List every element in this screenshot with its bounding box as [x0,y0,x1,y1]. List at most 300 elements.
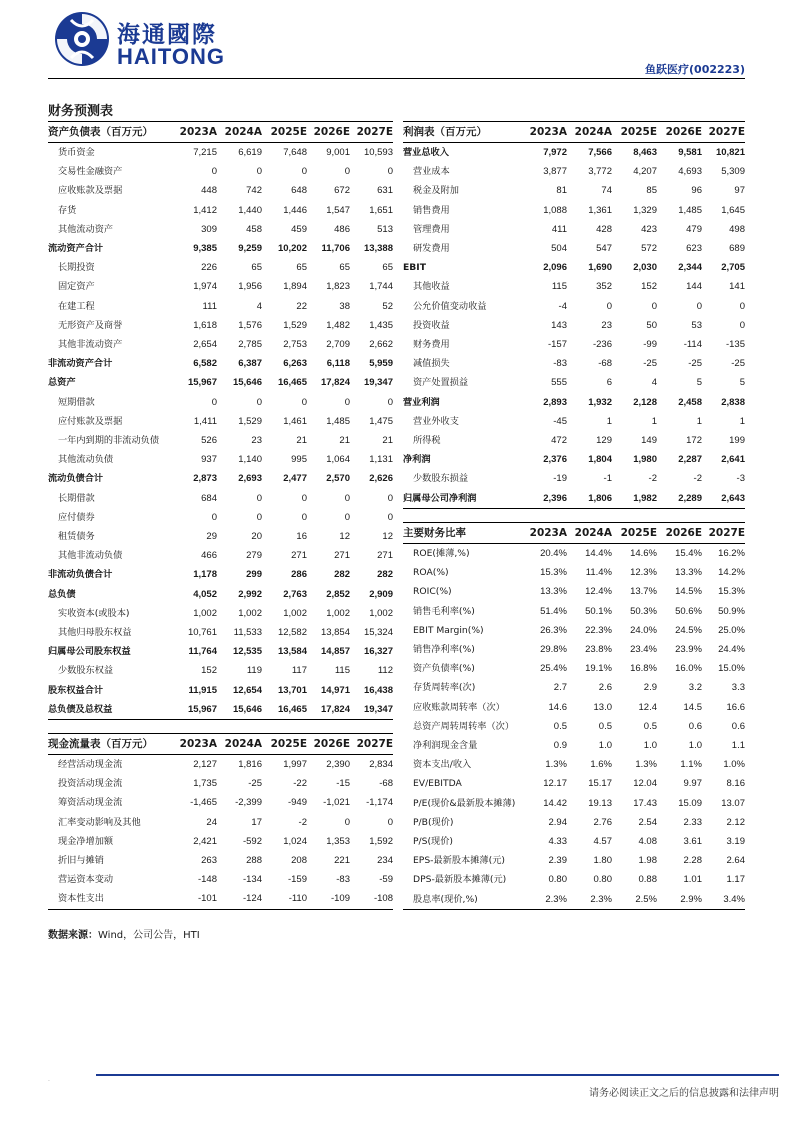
cell-value: 10,593 [363,147,393,158]
cell-value: 96 [691,185,702,197]
cell-value: 12,654 [232,684,262,696]
row-label: 销售费用 [413,204,450,216]
cell-value: 0 [301,511,307,523]
row-label: ROE(摊薄,%) [413,548,470,559]
cell-value: 14.6 [548,701,567,713]
cell-value: 3,772 [588,166,612,178]
cell-value: 0.6 [688,720,702,732]
cell-value: 2,705 [721,262,745,274]
cell-value: 1,002 [326,607,350,619]
cell-value: 2,654 [193,339,217,351]
cell-value: 4 [651,377,657,389]
row-label: 少数股东损益 [413,473,469,485]
cell-value: 17,824 [320,703,350,715]
cell-value: 9,385 [193,243,217,255]
table-row [403,890,745,910]
cell-value: 111 [202,300,217,312]
row-label: P/B(现价) [413,816,454,828]
cell-value: 16.2% [718,548,745,559]
cell-value: 141 [729,281,745,293]
row-label: 股息率(现价,%) [413,893,478,905]
balance-sheet-table [48,121,393,720]
cell-value: 13.3% [675,567,702,579]
cell-value: 0 [211,511,217,523]
cell-value: 1,024 [283,835,307,847]
row-label: 其他流动负债 [58,454,114,466]
row-label: 总资产 [48,377,76,389]
cell-value: 16.0% [675,663,702,675]
table-row [48,220,393,239]
cell-value: 0 [301,492,307,504]
year-header: 2026E [313,738,350,750]
table-row [403,143,745,163]
haitong-logo-icon [53,10,111,68]
cell-value: 24.4% [718,644,745,656]
cell-value: 15.3% [718,586,745,598]
row-label: 非流动资产合计 [48,358,113,370]
cell-value: 81 [556,185,567,197]
cell-value: 4,052 [193,588,217,600]
cell-value: -1,465 [190,797,217,809]
cell-value: 10,202 [277,243,307,255]
cell-value: 1,353 [326,835,350,847]
table-row [48,143,393,163]
year-header: 2025E [270,738,307,750]
cell-value: 12.4% [585,586,612,598]
cell-value: 4 [256,300,262,312]
cell-value: 631 [377,185,393,197]
cell-value: 1.80 [593,855,612,867]
cell-value: 742 [246,185,262,197]
cell-value: 271 [334,550,350,562]
row-label: 应付债券 [58,511,95,523]
cell-value: 25.0% [718,624,745,636]
cell-value: 1,804 [588,454,612,466]
cell-value: 1,140 [238,454,262,466]
cell-value: 24.0% [630,624,657,636]
table-row [403,813,745,832]
cell-value: 2,127 [193,759,217,770]
table-row [48,681,393,700]
table-row [48,604,393,623]
row-label: 折旧与摊销 [58,855,104,867]
cell-value: 1.0% [723,759,745,771]
year-header: 2023A [179,126,217,138]
table-header-row [403,122,745,143]
row-label: 无形资产及商誉 [58,319,123,331]
year-header: 2027E [708,527,745,539]
table-body [403,544,745,910]
cell-value: 648 [291,185,307,197]
cell-value: 152 [201,665,217,677]
footer-disclaimer: 请务必阅读正文之后的信息披露和法律声明 [589,1088,779,1099]
cell-value: -110 [288,893,307,905]
cell-value: -114 [683,339,702,351]
cell-value: -592 [242,835,262,847]
cell-value: 1,088 [543,204,567,216]
cell-value: 526 [201,435,217,447]
row-label: 总资产周转周转率（次） [413,720,515,732]
cell-value: -108 [373,893,393,905]
cell-value: -19 [553,473,567,485]
cell-value: 2.7 [553,682,567,694]
cell-value: 1,329 [633,204,657,216]
cell-value: 2,992 [238,588,262,600]
cell-value: 1,982 [633,492,657,504]
cell-value: 2,421 [193,835,217,847]
cell-value: 21 [296,435,307,447]
cell-value: 65 [382,262,393,274]
cell-value: 1,618 [193,319,217,331]
year-header: 2026E [665,126,702,138]
cell-value: 19,347 [363,703,393,715]
table-row [48,450,393,469]
cell-value: 2.3% [545,893,567,905]
cell-value: 458 [246,223,262,235]
table-row [403,602,745,621]
cell-value: 1,064 [326,454,350,466]
row-label: 流动负债合计 [48,473,104,485]
year-header: 2025E [620,126,657,138]
cell-value: 271 [377,550,393,562]
table-row [403,201,745,220]
table-row [48,181,393,200]
cell-value: -4 [558,300,567,312]
cell-value: 2,030 [633,262,657,274]
cell-value: 1,744 [369,281,393,293]
table-row [48,335,393,354]
cell-value: 572 [641,243,657,255]
cell-value: 25.4% [540,663,567,675]
cell-value: 21 [339,435,350,447]
cell-value: 0 [344,816,350,828]
cell-value: 19.13 [588,797,612,809]
cell-value: 1,002 [238,607,262,619]
row-label: 净利润 [403,454,431,466]
cell-value: 1,823 [326,281,350,293]
row-label: 租赁债务 [58,531,95,543]
table-row [403,277,745,296]
row-label: 固定资产 [58,281,95,293]
cell-value: 1,974 [193,281,217,293]
cell-value: 2,838 [721,396,745,408]
cell-value: 226 [201,262,217,274]
cell-value: 14,971 [320,684,350,696]
cell-value: 1,894 [283,281,307,293]
cell-value: 428 [596,223,612,235]
year-header: 2023A [179,738,217,750]
cell-value: 2.64 [726,855,745,867]
table-row [48,508,393,527]
cell-value: 9.97 [683,778,702,790]
cell-value: 1,440 [238,204,262,216]
cell-value: 1 [651,415,657,427]
cell-value: 2,390 [326,759,350,770]
cell-value: -68 [379,778,393,790]
cell-value: -148 [197,874,217,886]
cell-value: 13.0 [593,701,612,713]
table-row [403,431,745,450]
row-label: 筹资活动现金流 [58,797,123,809]
row-label: EBIT [403,262,426,274]
cell-value: 1.3% [635,759,657,771]
cell-value: 2,893 [543,396,567,408]
table-row [403,450,745,469]
cell-value: 1,547 [326,204,350,216]
cell-value: 0 [696,300,702,312]
cell-value: 1,461 [283,415,307,427]
table-row [403,659,745,678]
cell-value: 0 [387,396,393,408]
table-row [403,373,745,392]
cell-value: 12,582 [277,627,307,639]
cell-value: 15,967 [187,703,217,715]
cell-value: -25 [248,778,262,790]
cell-value: -68 [598,358,612,370]
row-label: 少数股东权益 [58,665,114,677]
cell-value: 14.2% [718,567,745,579]
cell-value: 14.4% [585,548,612,559]
cell-value: 555 [551,377,567,389]
cell-value: -124 [242,893,262,905]
cell-value: 5 [739,377,745,389]
cell-value: 1,576 [238,319,262,331]
cell-value: 0 [211,396,217,408]
row-label: 其他流动资产 [58,223,114,235]
cell-value: 1.0 [643,740,657,752]
table-row [48,258,393,277]
table-title: 资产负债表（百万元） [48,126,153,138]
cell-value: 6,387 [238,358,262,370]
row-label: 营业外收支 [413,415,459,427]
table-row [48,870,393,889]
cell-value: 3.3 [731,682,745,694]
cell-value: 15,324 [363,627,393,639]
cell-value: 21 [382,435,393,447]
cell-value: 504 [551,243,567,255]
cell-value: 689 [729,243,745,255]
cell-value: 17.43 [633,797,657,809]
year-header: 2024A [574,527,612,539]
row-label: 一年内到期的非流动负债 [58,435,160,447]
row-label: 其他归母股东权益 [58,627,132,639]
cell-value: 29.8% [540,644,567,656]
table-row [48,546,393,565]
cell-value: 143 [551,319,567,331]
table-row [48,354,393,373]
cell-value: -109 [330,893,350,905]
table-row [48,316,393,335]
cell-value: 11,706 [321,243,350,255]
table-row [403,774,745,793]
cell-value: 23 [251,435,262,447]
cell-value: 0 [387,492,393,504]
cell-value: 16 [296,531,307,543]
cell-value: 149 [641,435,657,447]
row-label: 归属母公司股东权益 [48,646,131,658]
table-row [403,335,745,354]
cell-value: 1,592 [369,835,393,847]
cell-value: 117 [291,665,307,677]
cell-value: 2.76 [593,816,612,828]
cell-value: 20 [251,531,262,543]
cell-value: 2,287 [678,454,702,466]
year-header: 2027E [356,126,393,138]
cell-value: 1,806 [588,492,612,504]
cell-value: 4,207 [633,166,657,178]
cell-value: 8.16 [726,778,745,790]
cell-value: 15.17 [588,778,612,790]
cell-value: 1.1 [731,740,745,752]
cell-value: -83 [336,874,350,886]
cell-value: 1,529 [283,319,307,331]
cell-value: 1,178 [193,569,217,581]
cell-value: 0 [256,492,262,504]
cell-value: 0 [739,319,745,331]
row-label: 应收账款周转率（次） [413,701,505,713]
cell-value: -25 [643,358,657,370]
cell-value: 17,824 [320,377,350,389]
table-row [403,832,745,851]
row-label: 总负债及总权益 [48,703,113,715]
cell-value: 479 [686,223,702,235]
cell-value: 24 [206,816,217,828]
cell-value: 9,259 [238,243,262,255]
cell-value: 74 [601,185,612,197]
table-row [403,412,745,431]
row-label: 其他非流动负债 [58,550,123,562]
cell-value: 3,877 [543,166,567,178]
table-row [48,565,393,584]
cell-value: 50.9% [718,605,745,617]
cell-value: -157 [547,339,567,351]
cell-value: -2 [693,473,702,485]
cell-value: 3.4% [723,893,745,905]
cell-value: 1,485 [326,415,350,427]
table-title: 现金流量表（百万元） [48,738,153,750]
row-label: 资本支出/收入 [413,759,472,771]
table-row [403,162,745,181]
cell-value: 995 [291,454,307,466]
cell-value: 2,376 [543,454,567,466]
cell-value: 4,693 [678,166,702,178]
cell-value: 2,763 [283,588,307,600]
cell-value: 8,463 [633,147,657,158]
table-row [403,640,745,659]
table-row [48,489,393,508]
cell-value: 13,388 [363,243,393,255]
cell-value: 2,643 [721,492,745,504]
row-label: 长期投资 [58,262,95,274]
table-row [403,544,745,564]
cell-value: 1,002 [283,607,307,619]
cell-value: 16.8% [630,663,657,675]
table-row [403,297,745,316]
cell-value: 1,435 [369,319,393,331]
cell-value: 0 [256,166,262,178]
table-row [48,623,393,642]
year-header: 2024A [224,126,262,138]
company-ticker: 鱼跃医疗(002223) [645,63,745,76]
cell-value: -1,021 [323,797,350,809]
cell-value: 0.88 [638,874,657,886]
cell-value: 221 [334,855,350,867]
table-row [48,239,393,258]
table-row [48,412,393,431]
cell-value: 0.80 [593,874,612,886]
cell-value: 2,289 [678,492,702,504]
cell-value: 53 [691,319,702,331]
cell-value: 271 [291,550,307,562]
year-header: 2027E [356,738,393,750]
table-row [48,700,393,720]
cell-value: 9,001 [326,147,350,158]
cell-value: 1,361 [588,204,612,216]
cell-value: 2,662 [369,339,393,351]
cell-value: 51.4% [540,605,567,617]
cell-value: 2,693 [238,473,262,485]
cell-value: 1,735 [193,778,217,790]
cell-value: 15.4% [675,548,702,559]
cell-value: 309 [201,223,217,235]
cell-value: 672 [334,185,350,197]
cell-value: 23.4% [630,644,657,656]
cell-value: 4.57 [593,836,612,848]
cell-value: 279 [246,550,262,562]
row-label: 所得税 [413,435,441,447]
cell-value: 112 [377,665,393,677]
table-body [48,143,393,720]
row-label: 现金净增加额 [58,835,114,847]
cell-value: 2.9 [643,682,657,694]
table-row [48,431,393,450]
year-header: 2025E [620,527,657,539]
cell-value: 0 [606,300,612,312]
cell-value: 3.2 [688,682,702,694]
cell-value: 2.54 [638,816,657,828]
cell-value: 119 [246,665,262,677]
cell-value: 486 [334,223,350,235]
cell-value: -99 [643,339,657,351]
cell-value: -2,399 [235,797,262,809]
cell-value: 7,566 [588,147,612,158]
cell-value: 1,002 [369,607,393,619]
cell-value: 13.3% [540,586,567,598]
cell-value: 144 [686,281,702,293]
cell-value: 286 [291,569,307,581]
cell-value: 2,458 [678,396,702,408]
cell-value: 1.0 [688,740,702,752]
cell-value: 3.19 [726,836,745,848]
cell-value: 0 [344,511,350,523]
cell-value: 14.42 [543,797,567,809]
cell-value: 2,641 [721,454,745,466]
cell-value: 17 [251,816,262,828]
cell-value: 15.09 [678,797,702,809]
row-label: 税金及附加 [413,185,459,197]
cell-value: 11,533 [233,627,262,639]
cell-value: 14.5% [675,586,702,598]
cell-value: 0.5 [553,720,567,732]
cell-value: 6,118 [326,358,350,370]
row-label: DPS-最新股本摊薄(元) [413,874,507,886]
row-label: 资产负债率(%) [413,663,475,675]
cell-value: 2,753 [283,339,307,351]
cell-value: 2,128 [633,396,657,408]
row-label: 公允价值变动收益 [413,300,487,312]
cell-value: 24.5% [675,624,702,636]
row-label: ROA(%) [413,567,449,579]
